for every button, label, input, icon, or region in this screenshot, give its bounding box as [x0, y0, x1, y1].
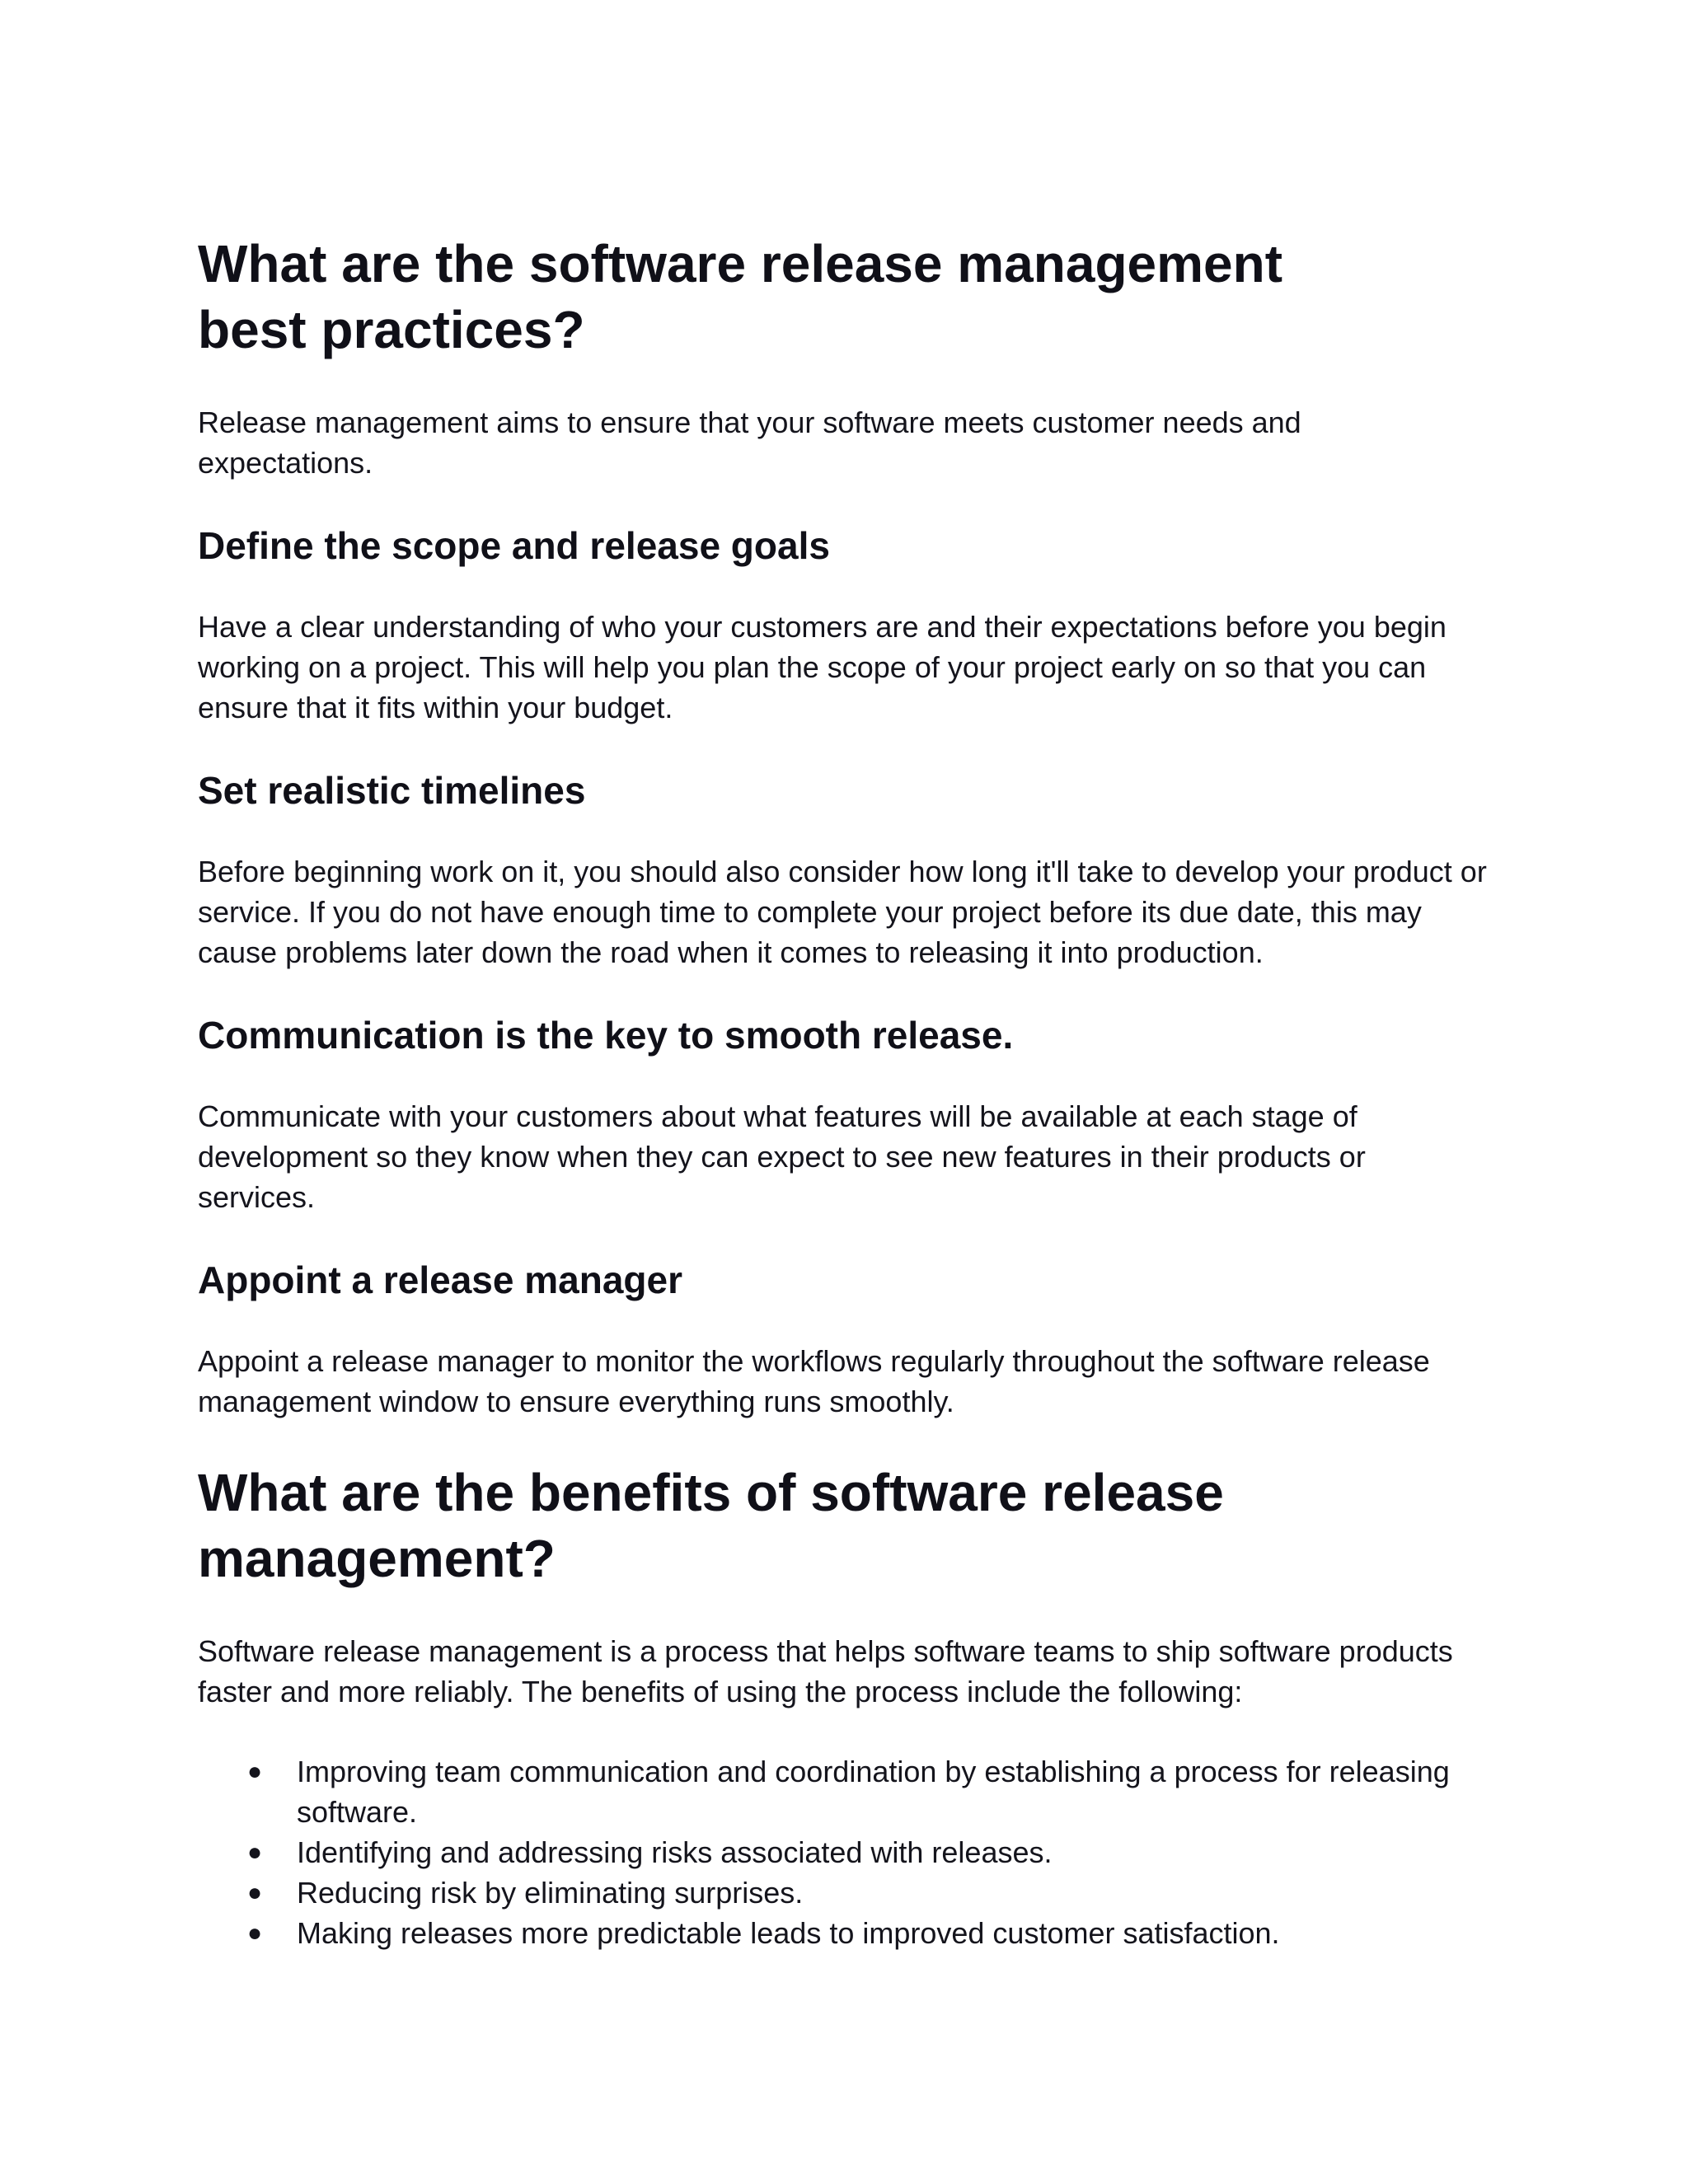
section-body-timelines: Before beginning work on it, you should also consider how long it'll take to develop your product or service. If you do not have enough time to complete your project before its due date, this may cause problems later down the road when it comes to releasing it into production.	[198, 855, 1487, 969]
section-body-communication: Communicate with your customers about what features will be available at each stage of development so they know when they can expect to see new features in their products or services.	[198, 1099, 1366, 1214]
list-item	[198, 1872, 1492, 1913]
list-item	[198, 1913, 1492, 1953]
bullet-icon: ●	[247, 1839, 263, 1866]
list-item-text: Identifying and addressing risks associated with releases.	[297, 1835, 1053, 1869]
list-item-text: Reducing risk by eliminating surprises.	[297, 1876, 804, 1910]
section-body-release-manager: Appoint a release manager to monitor the workflows regularly throughout the software release management window to ensure everything runs smoothly.	[198, 1344, 1430, 1418]
bullet-icon: ●	[247, 1879, 263, 1906]
section-title-timelines: Set realistic timelines	[198, 769, 586, 812]
list-item	[198, 1751, 1492, 1832]
section-title-scope: Define the scope and release goals	[198, 524, 830, 567]
bullet-icon: ●	[247, 1758, 263, 1785]
benefits-heading: What are the benefits of software release management?	[198, 1463, 1224, 1588]
section-title-release-manager: Appoint a release manager	[198, 1258, 682, 1301]
document-page	[198, 231, 1492, 1953]
intro-paragraph: Release management aims to ensure that your software meets customer needs and expectations.	[198, 405, 1301, 480]
page-title: What are the software release management best practices?	[198, 234, 1283, 359]
section-title-communication: Communication is the key to smooth release.	[198, 1014, 1014, 1057]
list-item	[198, 1832, 1492, 1872]
list-item-text: Improving team communication and coordination by establishing a process for releasing software.	[297, 1755, 1450, 1829]
list-item-text: Making releases more predictable leads to improved customer satisfaction.	[297, 1916, 1280, 1950]
bullet-icon: ●	[247, 1919, 263, 1947]
benefits-intro: Software release management is a process that helps software teams to ship software products faster and more reliably. The benefits of using the process include the following:	[198, 1634, 1453, 1708]
benefits-list	[198, 1751, 1492, 1953]
section-body-scope: Have a clear understanding of who your customers are and their expectations before you begin working on a project. This will help you plan the scope of your project early on so that you can ensure that it fits within your budget.	[198, 610, 1447, 724]
